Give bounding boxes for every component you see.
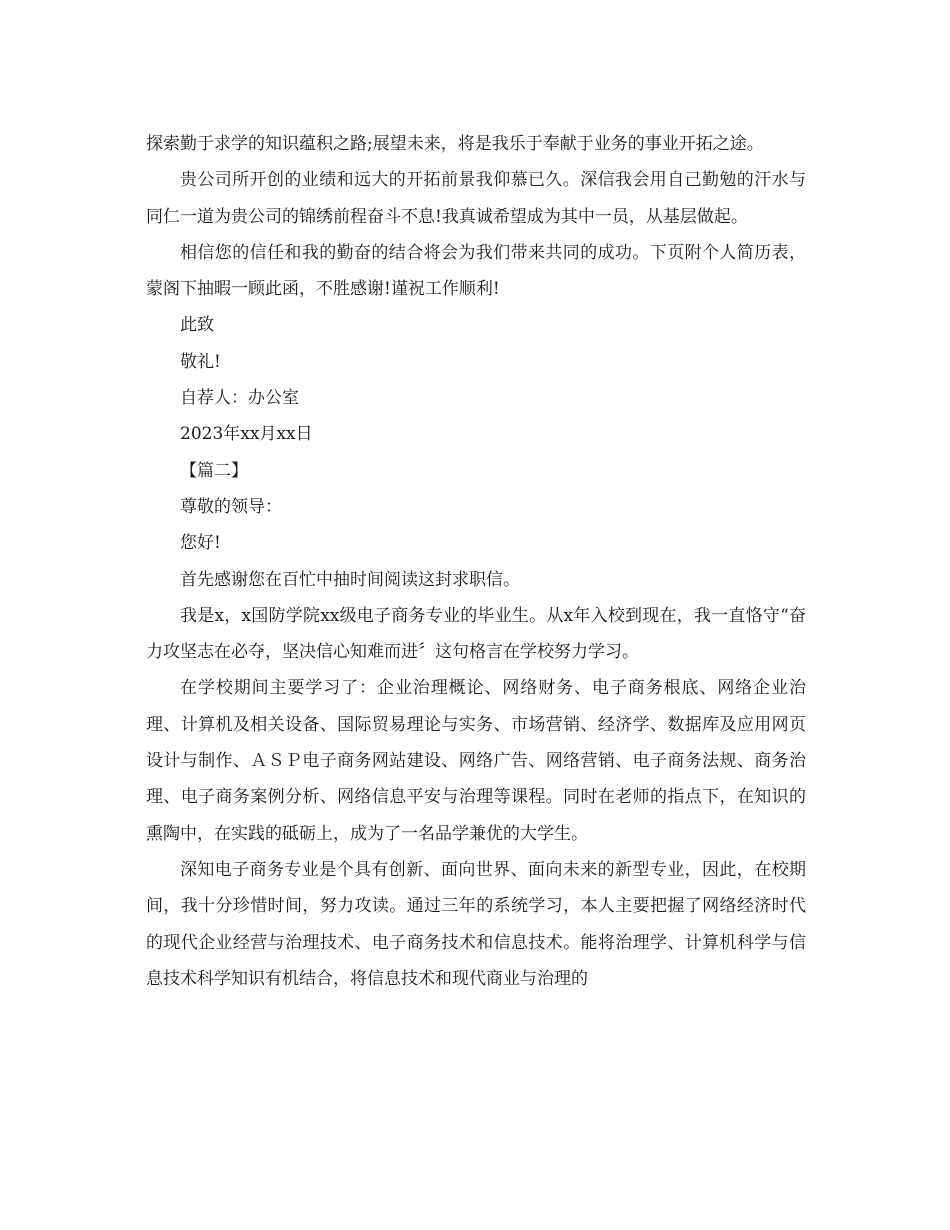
paragraph-major-study: 深知电子商务专业是个具有创新、面向世界、面向未来的新型专业，因此，在校期间，我十分珍惜时间，努力攻读。通过三年的系统学习，本人主要把握了网络经济时代的现代企业经营与治理技术、电子商务技术和信息技术。能将治理学、计算机科学与信息技术科学知识有机结合，将信息技术和现代商业与治理的 — [146, 859, 806, 989]
paragraph-company-admiration: 贵公司所开创的业绩和远大的开拓前景我仰慕已久。深信我会用自己勤勉的汗水与同仁一道为贵公司的锦绣前程奋斗不息!我真诚希望成为其中一员，从基层做起。 — [146, 170, 806, 227]
section-heading: 【篇二】 — [180, 460, 248, 481]
greeting-leader: 尊敬的领导： — [180, 496, 282, 517]
signature-line: 自荐人：办公室 — [180, 388, 299, 409]
paragraph-intro-continued: 探索勤于求学的知识蕴积之路;展望未来，将是我乐于奉献于业务的事业开拓之途。 — [146, 134, 764, 154]
paragraph-thanks: 首先感谢您在百忙中抽时间阅读这封求职信。 — [180, 569, 520, 590]
date-line: 2023年xx月xx日 — [180, 424, 313, 445]
document-body — [146, 126, 806, 997]
paragraph-self-intro: 我是x，x国防学院xx级电子商务专业的毕业生。从x年入校到现在，我一直恪守“奋力攻坚志在必夺，坚决信心知难而进〞这句格言在学校努力学习。 — [146, 605, 806, 663]
paragraph-courses: 在学校期间主要学习了：企业治理概论、网络财务、电子商务根底、网络企业治理、计算机及相关设备、国际贸易理论与实务、市场营销、经济学、数据库及应用网页设计与制作、ＡＳＰ电子商务网站建设、网络广告、网络营销、电子商务法规、商务治理、电子商务案例分析、网络信息平安与治理等课程。同时在老师的指点下，在知识的熏陶中，在实践的砥砺上，成为了一名品学兼优的大学生。 — [146, 678, 806, 844]
salutation-jingli: 敬礼! — [180, 351, 221, 372]
paragraph-closing-wish: 相信您的信任和我的勤奋的结合将会为我们带来共同的成功。下页附个人简历表，蒙阁下抽暇一顾此函，不胜感谢!谨祝工作顺利! — [146, 242, 806, 300]
salutation-cizhi: 此致 — [180, 315, 214, 336]
greeting-hello: 您好! — [180, 533, 221, 554]
